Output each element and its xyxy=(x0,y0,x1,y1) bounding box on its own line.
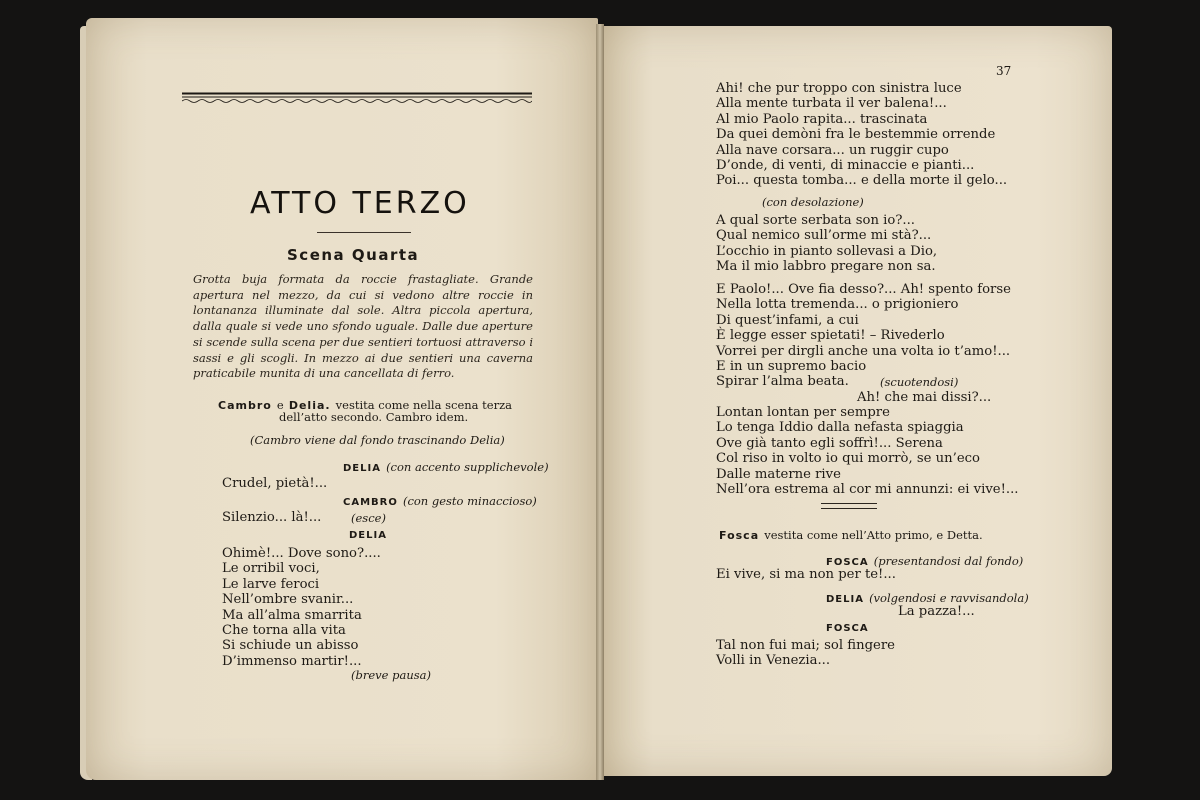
verse-line: Volli in Venezia... xyxy=(716,653,831,669)
verse-block xyxy=(222,546,381,669)
speaker-direction: (con gesto minaccioso) xyxy=(402,494,537,508)
character-name: Cambro xyxy=(218,399,272,412)
verse-line: Ohimè!... Dove sono?.... xyxy=(222,546,381,561)
verse-line: Spirar l’alma beata. xyxy=(716,374,849,389)
characters-description: vestita come nella scena terza xyxy=(335,398,513,412)
speaker-direction: (presentandosi dal fondo) xyxy=(873,554,1024,568)
character-name: Delia. xyxy=(288,399,331,412)
verse-line: Ove già tanto egli soffrì!... Serena xyxy=(716,435,943,451)
section-divider xyxy=(821,503,877,509)
verse-line: E Paolo!... Ove fia desso?... Ah! spento forse xyxy=(716,282,1011,297)
verse-line: Dalle materne rive xyxy=(716,466,841,482)
verse-line: Di quest’infami, a cui xyxy=(716,312,859,328)
speaker-name: FOSCA xyxy=(826,557,869,568)
verse-line: Ah! che mai dissi?... xyxy=(857,390,992,405)
verse-line: Crudel, pietà!... xyxy=(222,476,328,491)
stage-description: Grotta buja formata da roccie frastagliate. Grande apertura nel mezzo, da cui si vedono altre roccie in lontananza illuminate dal sole. Altra piccola apertura, dalla quale si vede uno sfondo uguale. Dalle due aperture si scende sulla scena per due sentieri tortuosi attraverso i sassi e gli scogli. In mezzo ai due sentieri una caverna praticabile munita di una cancellata di ferro. xyxy=(193,272,533,381)
verse-line: Lo tenga Iddio dalla nefasta spiaggia xyxy=(716,420,964,436)
speaker-direction: (con accento supplichevole) xyxy=(386,460,549,474)
characters-conjunction: e xyxy=(276,398,284,412)
verse-line: Le larve feroci xyxy=(222,576,320,592)
verse-line: Le orribil voci, xyxy=(222,561,320,577)
act-title: ATTO TERZO xyxy=(250,186,470,221)
book-gutter xyxy=(596,24,604,780)
entrance-description: vestita come nell’Atto primo, e Detta. xyxy=(764,528,983,542)
speaker-name: DELIA xyxy=(343,463,381,474)
title-divider xyxy=(317,232,411,233)
verse-line: Qual nemico sull’orme mi stà?... xyxy=(716,228,932,244)
verse-line: L’occhio in pianto sollevasi a Dio, xyxy=(716,243,938,259)
verse-line: Silenzio... là!... xyxy=(222,510,322,525)
verse-line: D’immenso martir!... xyxy=(222,653,362,669)
speaker-name: CAMBRO xyxy=(343,497,398,508)
speaker-direction: (volgendosi e ravvisandola) xyxy=(869,591,1029,605)
verse-line: La pazza!... xyxy=(898,604,975,619)
verse-block xyxy=(716,213,937,275)
speaker-name: DELIA xyxy=(826,594,864,605)
verse-block xyxy=(716,405,1018,497)
verse-line: Nella lotta tremenda... o prigioniero xyxy=(716,297,959,313)
verse-line: Lontan lontan per sempre xyxy=(716,405,890,420)
stage-direction: (con desolazione) xyxy=(762,195,864,209)
verse-line: Ahi! che pur troppo con sinistra luce xyxy=(716,81,962,96)
verse-block xyxy=(716,81,1007,189)
characters-line-2: dell’atto secondo. Cambro idem. xyxy=(279,410,469,424)
ornamental-rule xyxy=(182,92,532,104)
verse-line: Al mio Paolo rapita... trascinata xyxy=(716,111,928,127)
verse-line: È legge esser spietati! – Rivederlo xyxy=(716,328,945,344)
verse-line: Alla mente turbata il ver balena!... xyxy=(716,96,947,112)
verse-line: Ei vive, si ma non per te!... xyxy=(716,567,896,582)
stage-direction: (Cambro viene dal fondo trascinando Delia) xyxy=(250,433,505,447)
verse-line: Ma all’alma smarrita xyxy=(222,607,362,623)
scene-title: Scena Quarta xyxy=(287,246,420,264)
verse-block xyxy=(716,638,895,669)
character-name: Fosca xyxy=(719,529,760,542)
speaker-name: DELIA xyxy=(349,530,387,541)
speaker-line xyxy=(343,456,549,475)
verse-line: Tal non fui mai; sol fingere xyxy=(716,638,895,653)
verse-line: E in un supremo bacio xyxy=(716,359,867,375)
speaker-name: FOSCA xyxy=(826,623,869,634)
speaker-line xyxy=(343,490,537,509)
verse-line: A qual sorte serbata son io?... xyxy=(716,213,915,228)
entrance-line xyxy=(719,524,983,543)
verse-line: Col riso in volto io qui morrò, se un’eco xyxy=(716,451,980,467)
verse-line: Si schiude un abisso xyxy=(222,638,359,654)
verse-line: Nell’ora estrema al cor mi annunzi: ei vive!... xyxy=(716,482,1019,498)
verse-line: Che torna alla vita xyxy=(222,623,346,639)
verse-line: Nell’ombre svanir... xyxy=(222,592,354,608)
stage-direction: (breve pausa) xyxy=(351,668,431,682)
verse-line: Da quei demòni fra le bestemmie orrende xyxy=(716,127,996,143)
verse-line: Ma il mio labbro pregare non sa. xyxy=(716,259,936,275)
verse-line: D’onde, di venti, di minaccie e pianti... xyxy=(716,158,975,174)
verse-line: Vorrei per dirgli anche una volta io t’amo!... xyxy=(716,343,1011,359)
stage-direction: (esce) xyxy=(351,511,386,525)
verse-line: Poi... questa tomba... e della morte il gelo... xyxy=(716,173,1008,189)
verse-line: Alla nave corsara... un ruggir cupo xyxy=(716,142,949,158)
stage-direction: (scuotendosi) xyxy=(880,375,959,389)
page-number: 37 xyxy=(996,64,1012,78)
verse-block xyxy=(716,282,1011,374)
